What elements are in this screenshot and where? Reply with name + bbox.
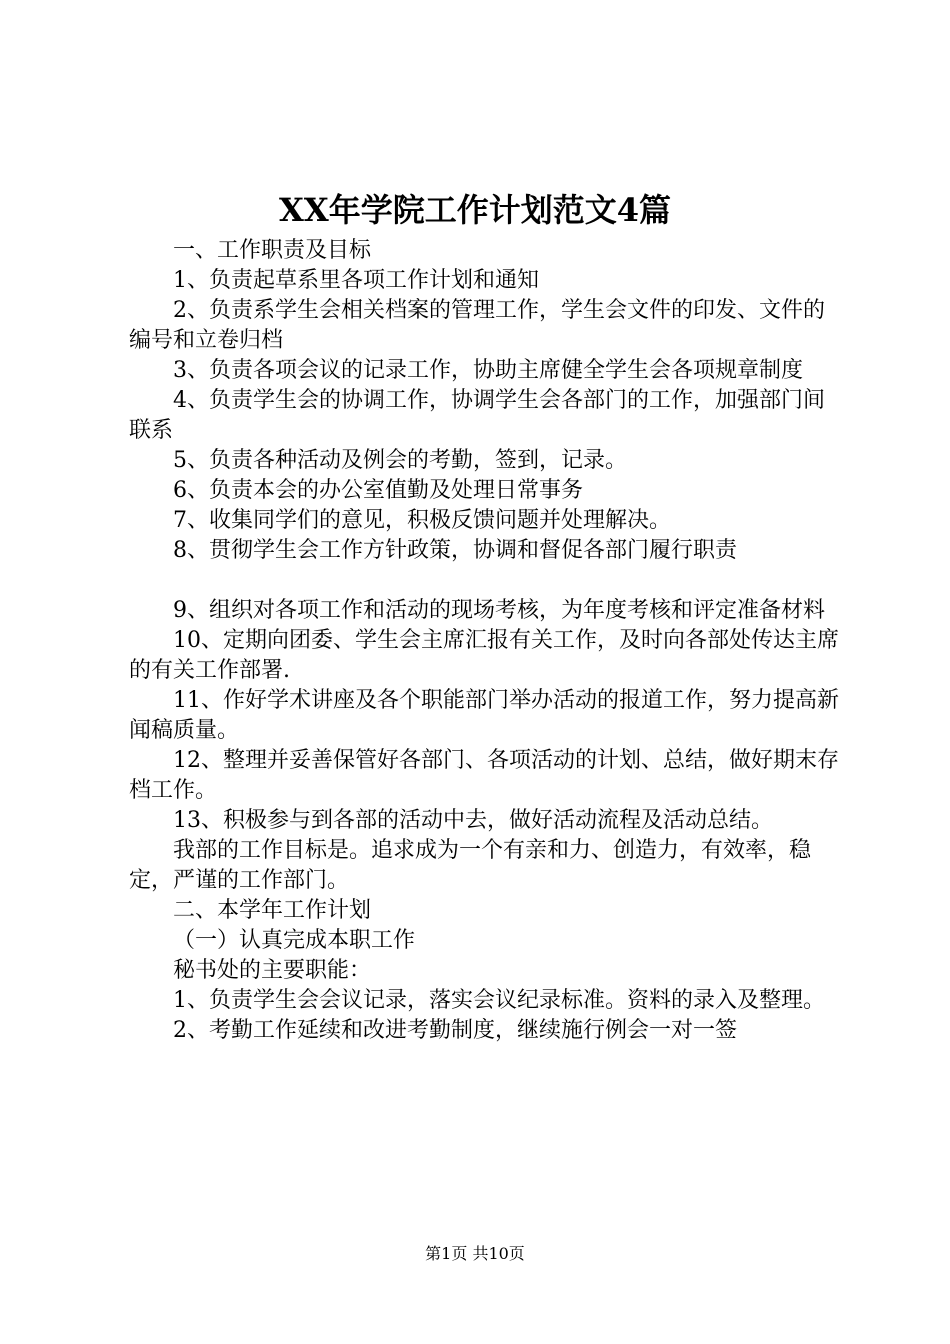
paragraph: 7、收集同学们的意见，积极反馈问题并处理解决。 [173,508,671,533]
paragraph: 1、负责学生会会议记录，落实会议纪录标准。资料的录入及整理。 [173,988,825,1013]
page-number-footer: 第1页 共10页 [425,1244,525,1263]
paragraph: 12、整理并妥善保管好各部门、各项活动的计划、总结，做好期末存档工作。 [129,748,839,803]
paragraph: 5、负责各种活动及例会的考勤，签到，记录。 [173,448,627,473]
document-body [129,236,841,1046]
paragraph: 13、积极参与到各部的活动中去，做好活动流程及活动总结。 [173,808,773,833]
paragraph: 2、考勤工作延续和改进考勤制度，继续施行例会一对一签 [173,1018,737,1043]
paragraph: 4、负责学生会的协调工作，协调学生会各部门的工作，加强部门间联系 [129,388,825,443]
paragraph: 11、作好学术讲座及各个职能部门举办活动的报道工作，努力提高新闻稿质量。 [129,688,839,743]
paragraph: 我部的工作目标是。追求成为一个有亲和力、创造力，有效率，稳定，严谨的工作部门。 [129,838,812,893]
paragraph: 9、组织对各项工作和活动的现场考核，为年度考核和评定准备材料 [173,598,825,623]
section-heading: 一、工作职责及目标 [173,238,372,263]
paragraph: 1、负责起草系里各项工作计划和通知 [173,268,539,293]
paragraph: 8、贯彻学生会工作方针政策，协调和督促各部门履行职责 [173,538,737,563]
subsection-heading: （一）认真完成本职工作 [173,928,416,953]
paragraph: 3、负责各项会议的记录工作，协助主席健全学生会各项规章制度 [173,358,803,383]
document-title: XX年学院工作计划范文4篇 [279,191,671,229]
paragraph: 10、定期向团委、学生会主席汇报有关工作，及时向各部处传达主席的有关工作部署. [129,628,839,683]
section-heading: 二、本学年工作计划 [173,898,372,923]
paragraph: 2、负责系学生会相关档案的管理工作，学生会文件的印发、文件的编号和立卷归档 [129,298,825,353]
paragraph: 6、负责本会的办公室值勤及处理日常事务 [173,478,583,503]
paragraph: 秘书处的主要职能： [173,958,372,983]
